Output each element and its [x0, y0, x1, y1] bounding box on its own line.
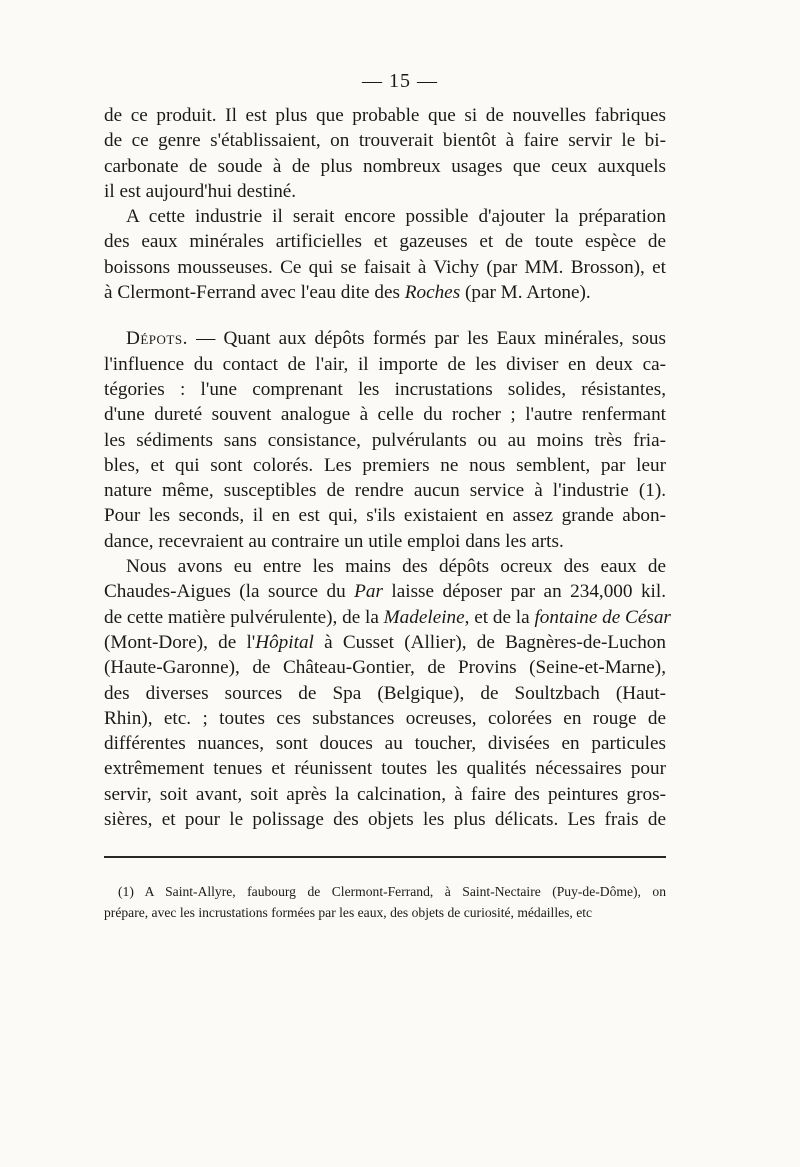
footnote-divider — [104, 856, 666, 858]
paragraph-1 — [104, 103, 666, 204]
text-line: tégories : l'une comprenant les incrustations solides, résistantes, — [104, 378, 666, 400]
italic-term: Madeleine — [383, 606, 465, 628]
text-run: (Mont-Dore), de l' — [104, 631, 256, 653]
text-line — [104, 579, 666, 604]
text-line: différentes nuances, sont douces au toucher, divisées en particules — [104, 733, 666, 755]
text-line: (Haute-Garonne), de Château-Gontier, de Provins (Seine-et-Marne), — [104, 657, 666, 679]
text-line: sières, et pour le polissage des objets les plus délicats. Les frais de — [104, 809, 666, 831]
text-line: Rhin), etc. ; toutes ces substances ocreuses, colorées en rouge de — [104, 707, 666, 729]
text-line: il est aujourd'hui destiné. — [104, 180, 297, 202]
text-line: nature même, susceptibles de rendre aucun service à l'industrie (1). — [104, 480, 666, 502]
paragraph-2 — [104, 204, 666, 305]
text-line — [104, 326, 666, 351]
text-line: extrêmement tenues et réunissent toutes les qualités nécessaires pour — [104, 758, 666, 780]
text-line: carbonate de soude à de plus nombreux usages que ceux auxquels — [104, 155, 666, 177]
text-line: dance, recevraient au contraire un utile emploi dans les arts. — [104, 530, 564, 552]
text-line: boissons mousseuses. Ce qui se faisait à Vichy (par MM. Brosson), et — [104, 256, 666, 278]
text-line: A cette industrie il serait encore possible d'ajouter la préparation — [126, 206, 666, 228]
text-run: , et de la — [464, 606, 535, 628]
text-run: de cette matière pulvérulente), de la — [104, 606, 384, 628]
text-line: d'une dureté souvent analogue à celle du rocher ; l'autre renfermant — [104, 404, 666, 426]
text-line: Pour les seconds, il en est qui, s'ils existaient en assez grande abon- — [104, 505, 666, 527]
text-line: l'influence du contact de l'air, il importe de les diviser en deux ca- — [104, 353, 666, 375]
text-line: des eaux minérales artificielles et gazeuses et de toute espèce de — [104, 231, 666, 253]
footnote-line: prépare, avec les incrustations formées par les eaux, des objets de curiosité, médailles, etc — [104, 905, 593, 920]
body-text — [104, 103, 671, 832]
text-line: des diverses sources de Spa (Belgique), de Soultzbach (Haut- — [104, 682, 666, 704]
footnote-line: (1) A Saint-Allyre, faubourg de Clermont-Ferrand, à Saint-Nectaire (Puy-de-Dôme), on — [118, 884, 666, 899]
section-heading: Dépots. — [126, 328, 188, 350]
text-run: laisse déposer par an 234,000 kil. — [382, 581, 666, 603]
text-line — [104, 630, 666, 655]
text-line: les sédiments sans consistance, pulvérulants ou au moins très fria- — [104, 429, 666, 451]
text-line: Nous avons eu entre les mains des dépôts ocreux des eaux de — [126, 556, 666, 578]
text-run: (par M. Artone). — [460, 282, 591, 304]
paragraph-spacer — [104, 305, 666, 326]
text-run: — Quant aux dépôts formés par les Eaux minérales, sous — [187, 328, 666, 350]
text-line — [104, 280, 666, 305]
italic-term: Hôpital — [255, 631, 314, 653]
text-line: de ce genre s'établissaient, on trouverait bientôt à faire servir le bi- — [104, 130, 666, 152]
footnote — [104, 881, 666, 923]
text-run: à Cusset (Allier), de Bagnères-de-Luchon — [313, 631, 666, 653]
text-line: servir, soit avant, soit après la calcination, à faire des peintures gros- — [104, 783, 666, 805]
paragraph-3 — [104, 326, 666, 554]
page-number: — 15 — — [362, 70, 438, 92]
text-line: bles, et qui sont colorés. Les premiers ne nous semblent, par leur — [104, 454, 666, 476]
text-run: Chaudes-Aigues (la source du — [104, 581, 355, 603]
text-run: à Clermont-Ferrand avec l'eau dite des — [104, 282, 405, 304]
italic-term: Par — [354, 581, 383, 603]
text-line — [104, 605, 671, 630]
italic-term: Roches — [404, 282, 461, 304]
text-line: de ce produit. Il est plus que probable que si de nouvelles fabriques — [104, 105, 666, 126]
italic-term: fontaine de César — [534, 606, 671, 628]
paragraph-4 — [104, 554, 671, 832]
